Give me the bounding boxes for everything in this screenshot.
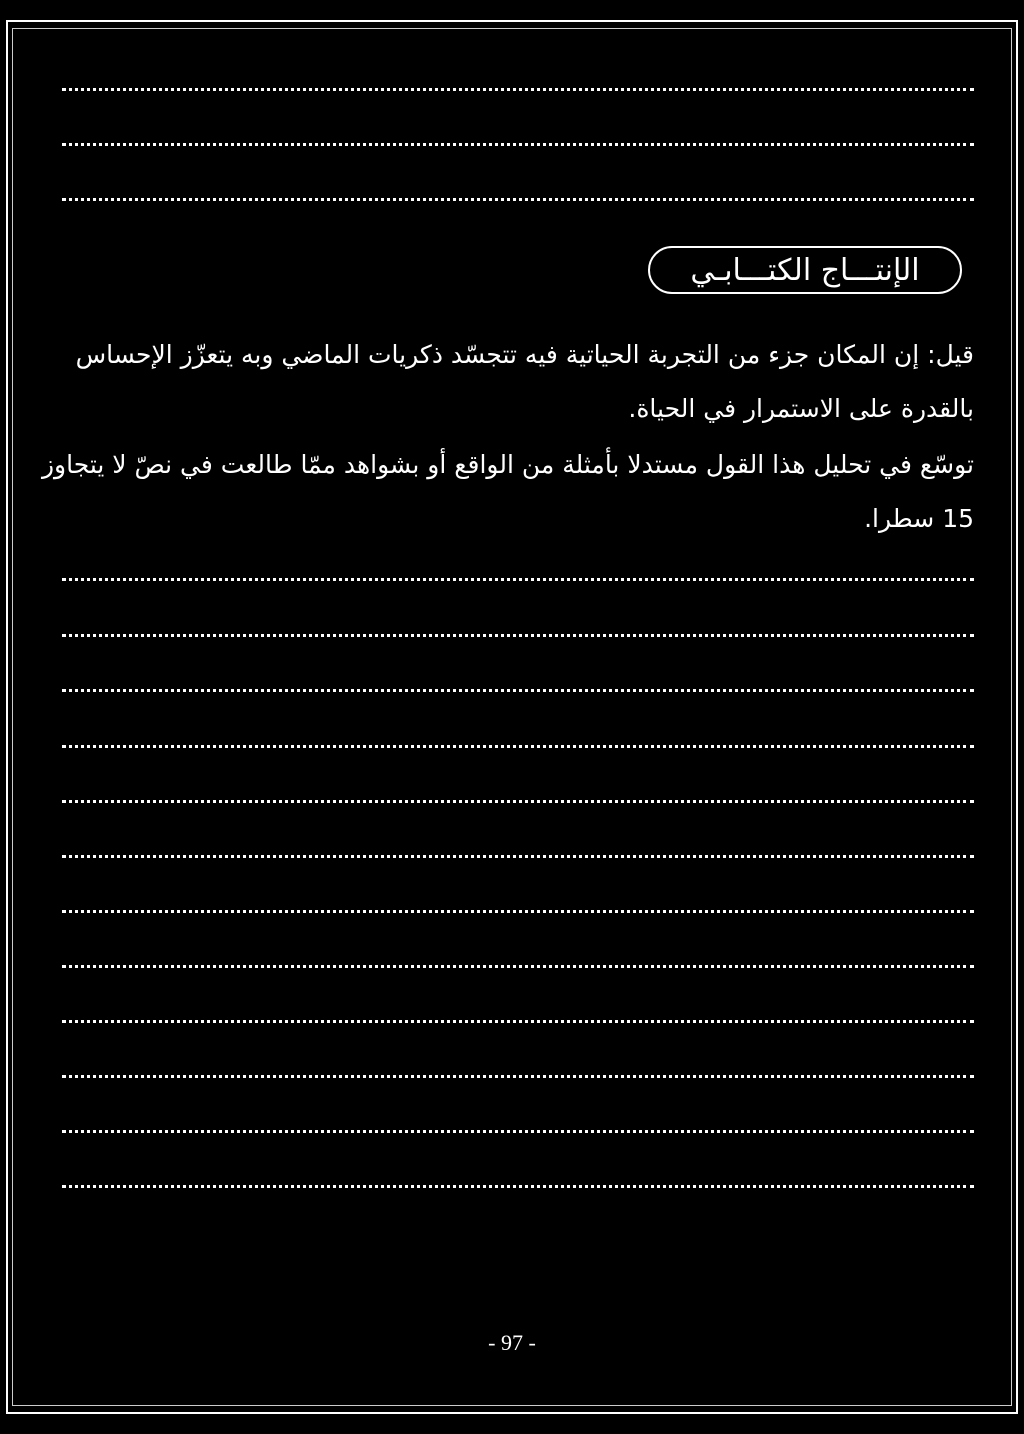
question-line-4: 15 سطرا. xyxy=(864,504,974,533)
answer-line xyxy=(62,745,974,748)
answer-line xyxy=(62,800,974,803)
answer-line xyxy=(62,965,974,968)
answer-line xyxy=(62,855,974,858)
question-line-2: بالقدرة على الاستمرار في الحياة. xyxy=(628,394,974,423)
writing-line xyxy=(62,88,974,91)
answer-line xyxy=(62,634,974,637)
page-border-inner xyxy=(12,28,1012,1406)
page-number: - 97 - xyxy=(488,1330,536,1355)
answer-line xyxy=(62,1075,974,1078)
answer-line xyxy=(62,1020,974,1023)
writing-line xyxy=(62,198,974,201)
section-heading-box xyxy=(648,246,962,294)
answer-line xyxy=(62,910,974,913)
writing-line xyxy=(62,143,974,146)
answer-line xyxy=(62,1130,974,1133)
answer-line xyxy=(62,578,974,581)
answer-line xyxy=(62,689,974,692)
question-line-1: قيل: إن المكان جزء من التجربة الحياتية فيه تتجسّد ذكريات الماضي وبه يتعزّز الإحساس xyxy=(75,340,974,369)
section-heading: الإنتـــاج الكتـــابـي xyxy=(690,252,920,288)
answer-line xyxy=(62,1185,974,1188)
question-line-3: توسّع في تحليل هذا القول مستدلا بأمثلة من الواقع أو بشواهد ممّا طالعت في نصّ لا يتجاوز xyxy=(41,450,974,479)
